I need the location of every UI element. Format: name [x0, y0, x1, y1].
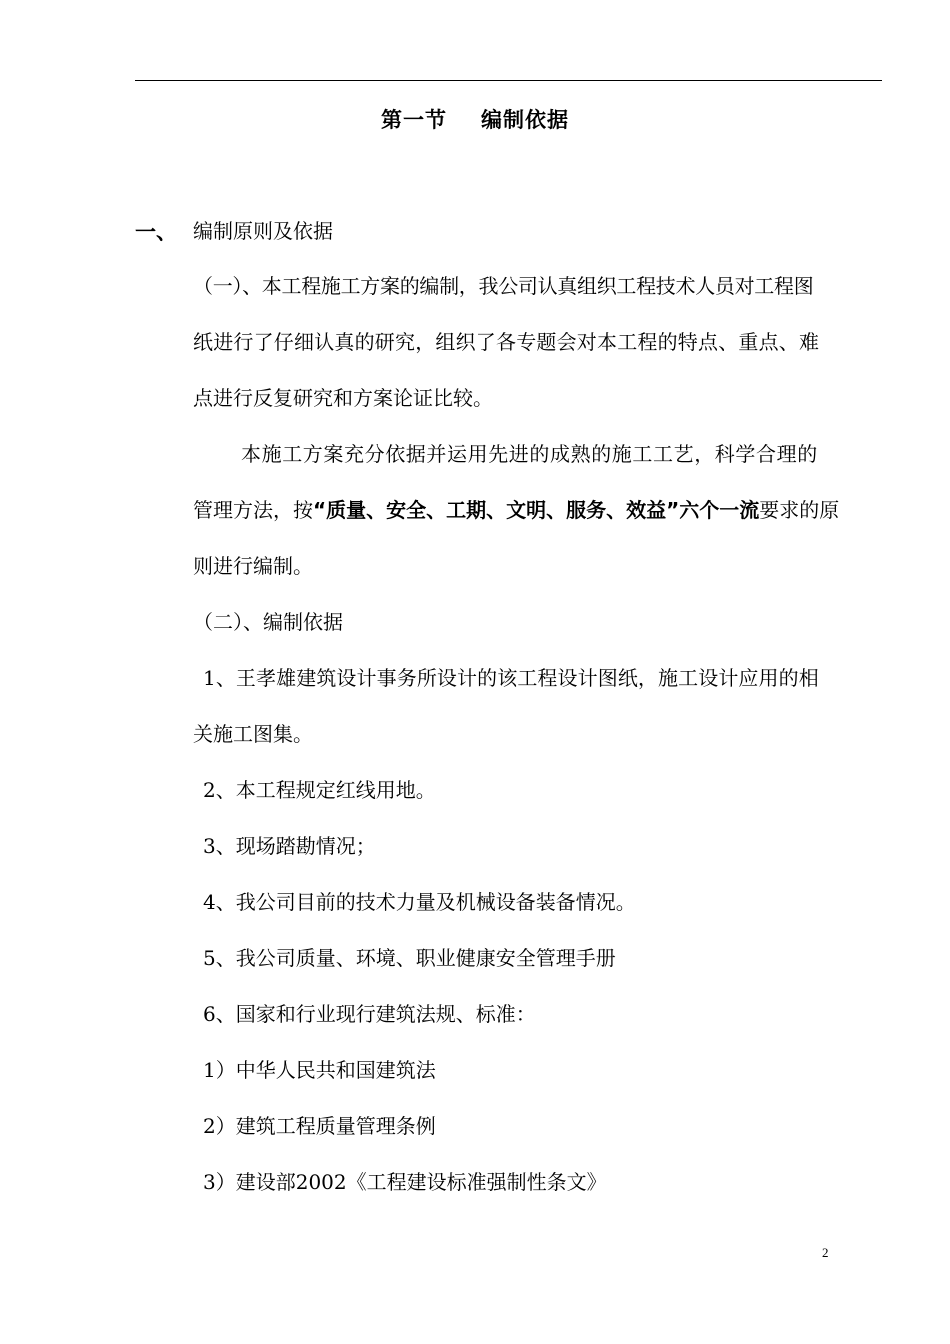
- subitem2: 2）建筑工程质量管理条例: [203, 1114, 436, 1138]
- section-title: [0, 104, 950, 134]
- heading-number: 一、: [135, 220, 177, 244]
- para1-line2: 纸进行了仔细认真的研究，组织了各专题会对本工程的特点、重点、难: [193, 330, 820, 354]
- para2-line2-emphasis: “质量、安全、工期、文明、服务、效益”六个一流: [313, 498, 760, 522]
- item3: 3、现场踏勘情况；: [203, 834, 376, 858]
- para2-line2-post: 要求的原: [759, 498, 840, 522]
- item1-line1: 1、王孝雄建筑设计事务所设计的该工程设计图纸，施工设计应用的相: [203, 666, 819, 690]
- item4: 4、我公司目前的技术力量及机械设备装备情况。: [203, 890, 636, 914]
- para2-line2-pre: 管理方法，按: [193, 498, 313, 522]
- item5: 5、我公司质量、环境、职业健康安全管理手册: [203, 946, 616, 970]
- section-title-number: 第一节: [381, 108, 447, 132]
- item6: 6、国家和行业现行建筑法规、标准：: [203, 1002, 536, 1026]
- para1-line1: （一）、本工程施工方案的编制，我公司认真组织工程技术人员对工程图: [193, 274, 814, 298]
- item1-line2: 关施工图集。: [193, 722, 313, 746]
- subitem1: 1）中华人民共和国建筑法: [203, 1058, 436, 1082]
- subheading-basis: （二）、编制依据: [193, 610, 343, 634]
- page-number: 2: [822, 1245, 829, 1260]
- subitem3: 3）建设部2002《工程建设标准强制性条文》: [203, 1170, 607, 1194]
- heading-text: 编制原则及依据: [193, 219, 333, 243]
- para2-line2: [193, 496, 839, 524]
- para1-line3: 点进行反复研究和方案论证比较。: [193, 386, 493, 410]
- section-title-text: 编制依据: [481, 108, 569, 132]
- para2-line3: 则进行编制。: [193, 554, 313, 578]
- header-rule: [135, 80, 882, 81]
- item2: 2、本工程规定红线用地。: [203, 778, 436, 802]
- para2-line1: 本施工方案充分依据并运用先进的成熟的施工工艺，科学合理的: [241, 442, 818, 466]
